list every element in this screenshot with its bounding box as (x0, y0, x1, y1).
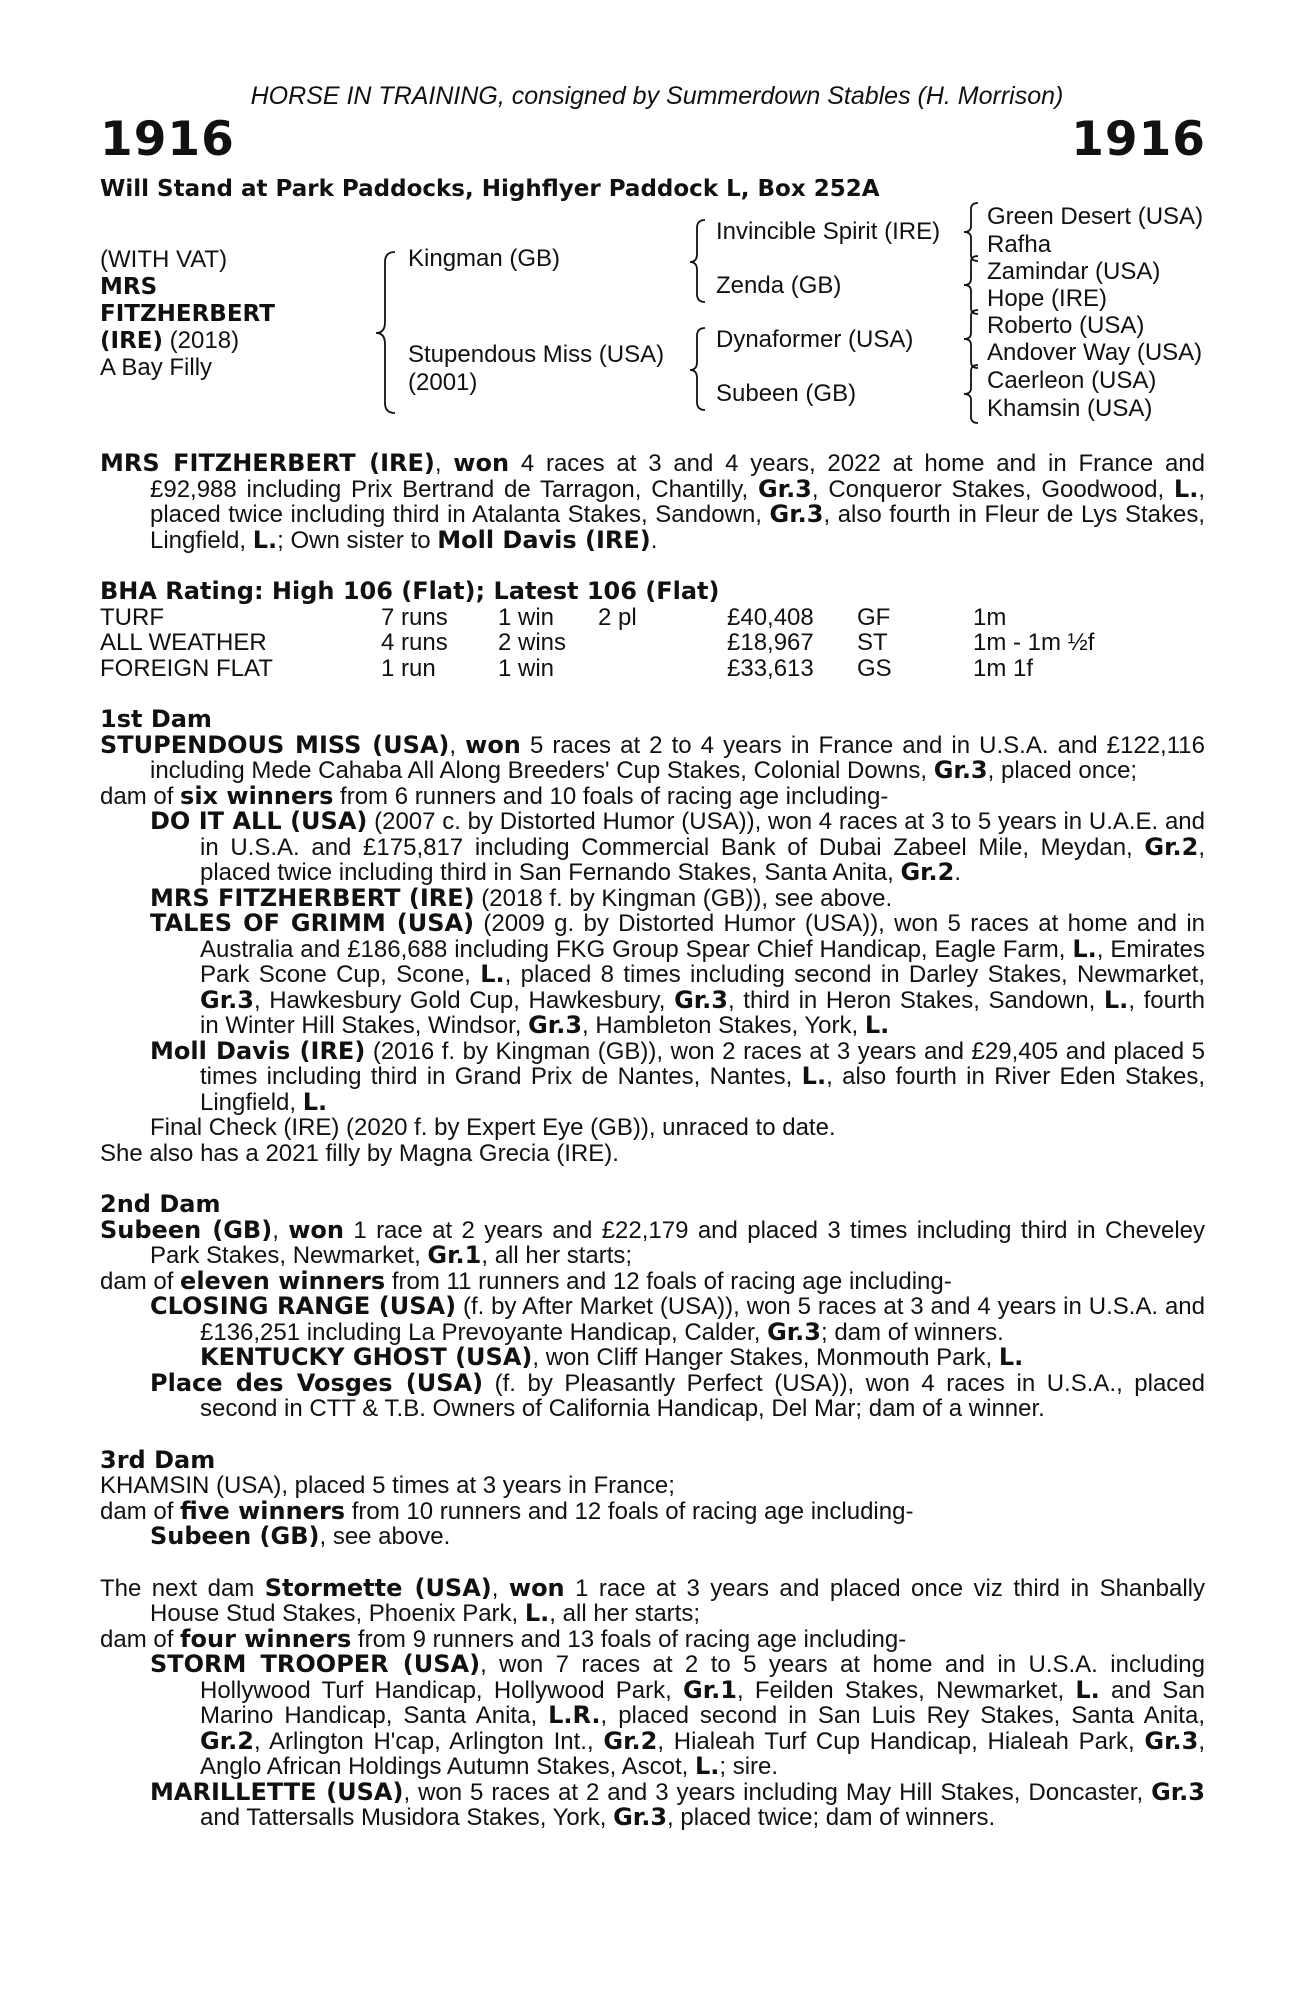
race-record-surface: ALL WEATHER (100, 629, 267, 656)
sire-sire: Invincible Spirit (IRE) (716, 218, 941, 245)
offspring-tales-of-grimm: TALES OF GRIMM (USA) (2009 g. by Distorted Humor (USA)), won 5 races at home and in Australia and £186,688 including FKG Group Spear Chief Handicap, Eagle Farm, L., Emirates Park Scone Cup, Scone, L., placed 8 times including second in Darley Stakes, Newmarket, Gr.3, Hawkesbury Gold Cup, Hawkesbury, Gr.3, third in Heron Stakes, Sandown, L., fourth in Winter Hill Stakes, Windsor, Gr.3, Hambleton Stakes, York, L. (150, 909, 1206, 1039)
race-record-wins: 2 wins (498, 629, 567, 656)
offspring-final-check: Final Check (IRE) (2020 f. by Expert Eye (GB)), unraced to date. (150, 1114, 836, 1141)
bha-rating-heading: BHA Rating: High 106 (Flat); Latest 106 (Flat) (100, 577, 720, 605)
race-record-row (100, 605, 1173, 631)
brace-dd (964, 365, 978, 423)
offspring-subeen: Subeen (GB), see above. (150, 1522, 451, 1550)
horse-name-line2: FITZHERBERT (100, 301, 275, 327)
race-record-earnings: £18,967 (727, 629, 814, 656)
first-dam-name: STUPENDOUS MISS (USA) (100, 730, 450, 759)
gen3-sss: Green Desert (USA) (987, 203, 1204, 230)
race-record-row (100, 656, 1173, 682)
race-record-placed (598, 656, 727, 682)
sister-name: Moll Davis (IRE) (437, 525, 651, 554)
lot-number-left: 1916 (100, 112, 235, 167)
horse-description: A Bay Filly (100, 354, 213, 381)
catalogue-body (100, 451, 1205, 1831)
race-record-surface: FOREIGN FLAT (100, 654, 273, 682)
race-record-wins: 1 win (498, 654, 555, 682)
brace-gen1 (376, 252, 395, 413)
dam-name-line1: Stupendous Miss (USA) (408, 341, 665, 368)
stand-location: Will Stand at Park Paddocks, Highflyer Paddock L, Box 252A (100, 176, 880, 202)
second-dam-paragraph: Subeen (GB), won 1 race at 2 years and £22,179 and placed 3 times including third in Cheveley Park Stakes, Newmarket, Gr.1, all her starts; (100, 1215, 1206, 1269)
first-dam-produce-summary: dam of six winners from 6 runners and 10 foals of racing age including- (100, 781, 889, 810)
won-label: won (453, 449, 510, 477)
first-dam-also: She also has a 2021 filly by Magna Grecia (IRE). (100, 1139, 619, 1167)
race-record-surface: TURF (100, 603, 164, 631)
horse-name-suffix: (IRE) (100, 328, 164, 354)
second-dam-heading: 2nd Dam (100, 1190, 221, 1218)
intro-paragraph: MRS FITZHERBERT (IRE), won 4 races at 3 and 4 years, 2022 at home and in France and £92,988 including Prix Bertrand de Tarragon, Chantilly, Gr.3, Conqueror Stakes, Goodwood, L., placed twice including third in Atalanta Stakes, Sandown, Gr.3, also fourth in Fleur de Lys Stakes, Lingfield, L.; Own sister to Moll Davis (IRE). (100, 449, 1206, 554)
offspring-moll-davis: Moll Davis (IRE) (2016 f. by Kingman (GB)), won 2 races at 3 years and £29,405 and placed 5 times including third in Grand Prix de Nantes, Nantes, L., also fourth in River Eden Stakes, Lingfield, L. (150, 1036, 1205, 1116)
race-record-going: ST (857, 629, 888, 656)
race-record-runs: 4 runs (381, 629, 448, 656)
race-record-row (100, 630, 1173, 656)
gen3-dsd: Andover Way (USA) (987, 339, 1203, 366)
gen3-sds: Zamindar (USA) (987, 258, 1161, 285)
race-record-earnings: £40,408 (727, 603, 814, 631)
horse-foaling-year: (2018) (163, 327, 240, 354)
race-record-placed (598, 630, 727, 656)
dam-name-line2: (2001) (408, 369, 478, 396)
gen3-ssd: Rafha (987, 231, 1052, 258)
horse-name: MRS FITZHERBERT (IRE) (100, 449, 435, 477)
brace-dam (690, 328, 705, 410)
brace-sd (964, 256, 978, 314)
gen3-ddd: Khamsin (USA) (987, 395, 1153, 422)
race-record-distance: 1m - 1m ½f (973, 629, 1095, 656)
offspring-closing-range: CLOSING RANGE (USA) (f. by After Market (USA)), won 5 races at 3 and 4 years in U.S.A. and £136,251 including La Prevoyante Handicap, Calder, Gr.3; dam of winners. (150, 1292, 1205, 1346)
sire-dam: Zenda (GB) (716, 272, 842, 299)
horse-name-line1: MRS (100, 274, 158, 300)
second-dam-produce-summary: dam of eleven winners from 11 runners and 12 foals of racing age including- (100, 1266, 952, 1295)
race-record-going: GF (857, 603, 891, 631)
grand-offspring-kentucky-ghost: KENTUCKY GHOST (USA), won Cliff Hanger Stakes, Monmouth Park, L. (200, 1343, 1024, 1371)
gen3-dds: Caerleon (USA) (987, 367, 1157, 394)
offspring-place-des-vosges: Place des Vosges (USA) (f. by Pleasantly Perfect (USA)), won 4 races in U.S.A., placed second in CTT & T.B. Owners of California Handicap, Del Mar; dam of a winner. (150, 1368, 1206, 1422)
race-record-placed: 2 pl (598, 603, 637, 631)
brace-ss (964, 203, 978, 261)
third-dam-produce-summary: dam of five winners from 10 runners and 12 foals of racing age including- (100, 1496, 914, 1525)
dam-dam: Subeen (GB) (716, 380, 857, 407)
race-record-runs: 1 run (381, 654, 436, 682)
brace-ds (964, 310, 978, 368)
offspring-storm-trooper: STORM TROOPER (USA), won 7 races at 2 to 5 years at home and in U.S.A. including Hollywood Turf Handicap, Hollywood Park, Gr.1, Feilden Stakes, Newmarket, L. and San Marino Handicap, Santa Anita, L.R., placed second in San Luis Rey Stakes, Santa Anita, Gr.2, Arlington H'cap, Arlington Int., Gr.2, Hialeah Turf Cup Handicap, Hialeah Park, Gr.3, Anglo African Holdings Autumn Stakes, Ascot, L.; sire. (150, 1650, 1205, 1780)
race-record-distance: 1m (973, 603, 1007, 631)
race-record-distance: 1m 1f (973, 654, 1034, 682)
race-record-going: GS (857, 654, 892, 682)
next-dam-produce-summary: dam of four winners from 9 runners and 13 foals of racing age including- (100, 1624, 907, 1653)
third-dam-heading: 3rd Dam (100, 1445, 216, 1474)
offspring-do-it-all: DO IT ALL (USA) (2007 c. by Distorted Humor (USA)), won 4 races at 3 to 5 years in U.A.E. and in U.S.A. and £175,817 including Commercial Bank of Dubai Zabeel Mile, Meydan, Gr.2, placed twice including third in San Fernando Stakes, Santa Anita, Gr.2. (150, 807, 1206, 886)
vat-note: (WITH VAT) (100, 246, 228, 273)
brace-sire (690, 220, 705, 302)
offspring-marillette: MARILLETTE (USA), won 5 races at 2 and 3 years including May Hill Stakes, Doncaster, Gr.3 and Tattersalls Musidora Stakes, York, Gr.3, placed twice; dam of winners. (150, 1777, 1205, 1831)
offspring-mrs-fitzherbert: MRS FITZHERBERT (IRE) (2018 f. by Kingman (GB)), see above. (150, 883, 893, 912)
third-dam-paragraph: KHAMSIN (USA), placed 5 times at 3 years in France; (100, 1472, 675, 1499)
race-record-earnings: £33,613 (727, 654, 814, 682)
consignment-line: HORSE IN TRAINING, consigned by Summerdown Stables (H. Morrison) (250, 82, 1064, 110)
first-dam-paragraph: STUPENDOUS MISS (USA), won 5 races at 2 to 4 years in France and in U.S.A. and £122,116 including Mede Cahaba All Along Breeders' Cup Stakes, Colonial Downs, Gr.3, placed once; (100, 730, 1205, 784)
dam-sire: Dynaformer (USA) (716, 326, 914, 353)
race-record-table (100, 605, 1173, 682)
first-dam-heading: 1st Dam (100, 705, 212, 733)
race-record-wins: 1 win (498, 603, 555, 631)
gen3-dss: Roberto (USA) (987, 312, 1145, 339)
race-record-runs: 7 runs (381, 603, 448, 631)
next-dam-paragraph: The next dam Stormette (USA), won 1 race at 3 years and placed once viz third in Shanbally House Stud Stakes, Phoenix Park, L., all her starts; (100, 1573, 1205, 1627)
lot-number-right: 1916 (1071, 112, 1206, 167)
sire-name: Kingman (GB) (408, 245, 561, 272)
gen3-sdd: Hope (IRE) (987, 285, 1108, 312)
